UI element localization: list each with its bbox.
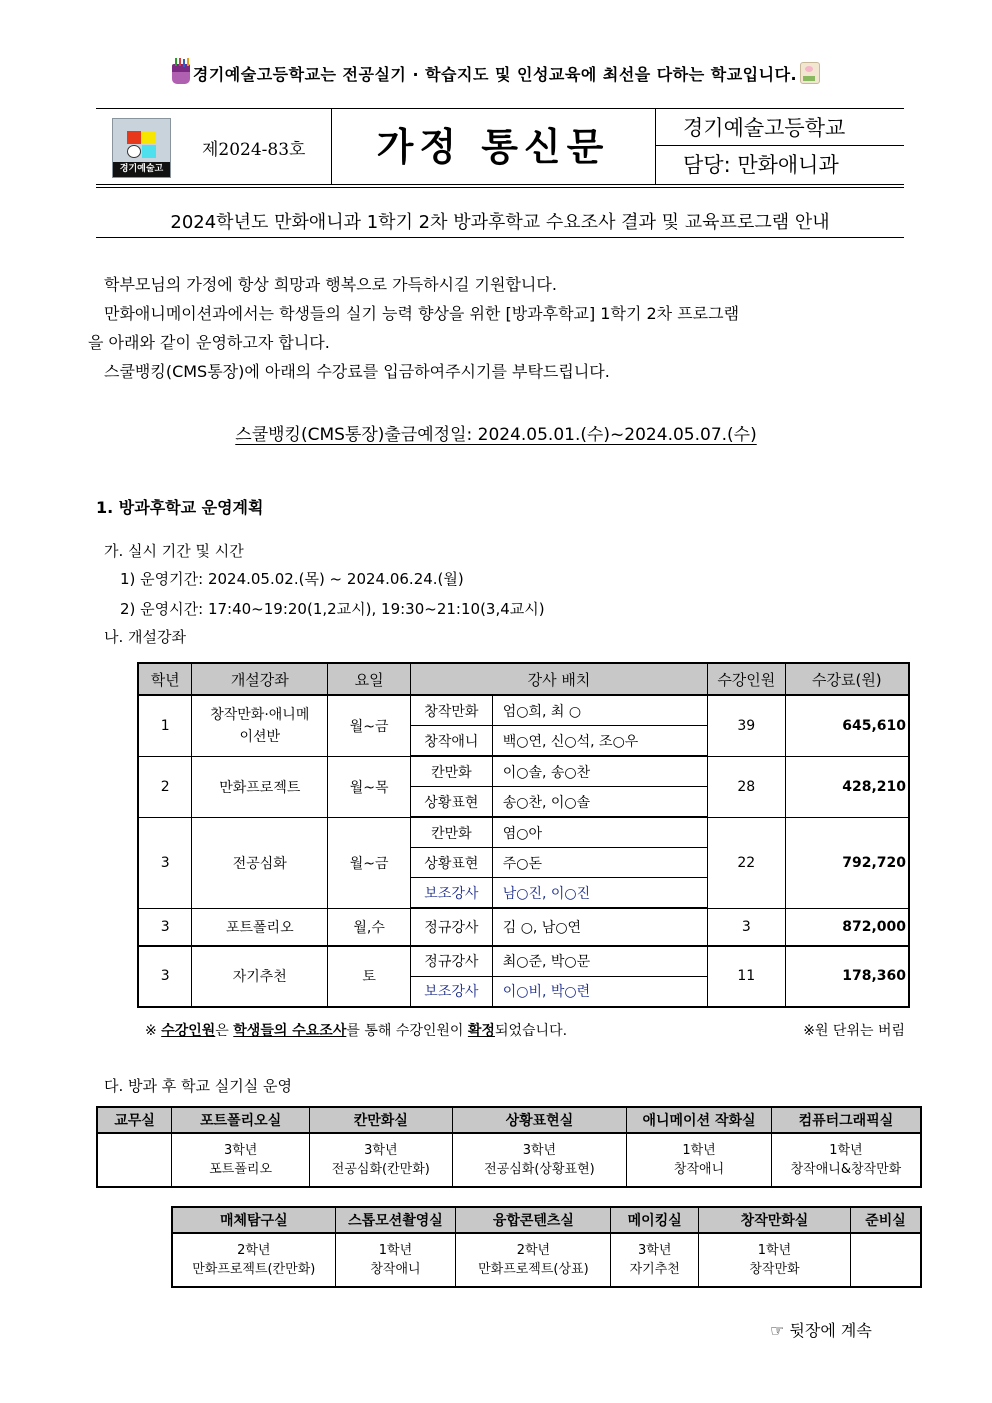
- table-row: [138, 946, 909, 977]
- instructor-names: 주○돈: [492, 848, 707, 878]
- instructor-names: 이○솔, 송○찬: [492, 756, 707, 787]
- enrollment-note: ※ 수강인원은 학생들의 수요조사를 통해 수강인원이 확정되었습니다. ※원 단위는 버림: [145, 1020, 905, 1040]
- instructor-names: 염○아: [492, 817, 707, 848]
- instructor-role: 상황표현: [410, 787, 492, 818]
- room-cell: [850, 1233, 921, 1287]
- course-cell: 창작만화·애니메이션반: [192, 695, 328, 756]
- document-title: 가정 통신문: [331, 109, 656, 184]
- intro-line: 스쿨뱅킹(CMS통장)에 아래의 수강료를 입금하여주시기를 부탁드립니다.: [104, 362, 610, 381]
- subsection-title: 나. 개설강좌: [104, 628, 186, 646]
- days-cell: 토: [328, 946, 411, 1007]
- column-header: 개설강좌: [192, 663, 328, 695]
- instructor-names: 송○찬, 이○솔: [492, 787, 707, 818]
- column-header: 학년: [138, 663, 192, 695]
- room-header: 애니메이션 작화실: [627, 1107, 772, 1133]
- column-header: 강사 배치: [410, 663, 707, 695]
- room-table-1: [96, 1106, 922, 1188]
- fee-cell: 872,000: [785, 908, 909, 946]
- room-cell: 3학년 전공심화(상황표현): [452, 1133, 627, 1187]
- intro-paragraph: [88, 270, 900, 386]
- table-row: [138, 695, 909, 726]
- grade-cell: 3: [138, 946, 192, 1007]
- students-cell: 11: [707, 946, 785, 1007]
- intro-line: 만화애니메이션과에서는 학생들의 실기 능력 향상을 위한 [방과후학교] 1학기 2차 프로그램: [104, 304, 740, 323]
- instructor-role: 칸만화: [410, 817, 492, 848]
- assistant-role: 보조강사: [410, 976, 492, 1007]
- instructor-role: 칸만화: [410, 756, 492, 787]
- room-cell: 1학년 창작애니: [627, 1133, 772, 1187]
- instructor-names: 최○준, 박○문: [492, 946, 707, 977]
- course-cell: 포트폴리오: [192, 908, 328, 946]
- table-row: [138, 756, 909, 787]
- table-row: [97, 1133, 921, 1187]
- grade-cell: 3: [138, 908, 192, 946]
- assistant-names: 남○진, 이○진: [492, 878, 707, 909]
- room-cell: 1학년 창작만화: [698, 1233, 850, 1287]
- instructor-role: 정규강사: [410, 908, 492, 946]
- grade-cell: 2: [138, 756, 192, 817]
- header-divider: [96, 187, 904, 188]
- column-header: 수강인원: [707, 663, 785, 695]
- slogan-text: 경기예술고등학교는 전공실기 · 학습지도 및 인성교육에 최선을 다하는 학교입니다.: [192, 65, 798, 84]
- table-header-row: [172, 1207, 921, 1233]
- column-header: 수강료(원): [785, 663, 909, 695]
- column-header: 요일: [328, 663, 411, 695]
- instructor-names: 엄○희, 최 ○: [492, 695, 707, 726]
- newsletter-header: [96, 108, 904, 185]
- students-cell: 22: [707, 817, 785, 908]
- room-cell: 3학년 포트폴리오: [172, 1133, 310, 1187]
- department: 담당: 만화애니과: [683, 153, 839, 177]
- room-cell: 3학년 전공심화(칸만화): [309, 1133, 452, 1187]
- section-title: 1. 방과후학교 운영계획: [96, 498, 264, 517]
- fee-cell: 178,360: [785, 946, 909, 1007]
- fee-cell: 792,720: [785, 817, 909, 908]
- operation-period: 1) 운영기간: 2024.05.02.(목) ~ 2024.06.24.(월): [120, 570, 464, 588]
- table-row: [138, 817, 909, 848]
- instructor-role: 창작애니: [410, 726, 492, 757]
- operation-time: 2) 운영시간: 17:40~19:20(1,2교시), 19:30~21:10(3,4교시): [120, 600, 545, 618]
- fee-cell: 428,210: [785, 756, 909, 817]
- instructor-names: 백○연, 신○석, 조○우: [492, 726, 707, 757]
- days-cell: 월,수: [328, 908, 411, 946]
- room-cell: 1학년 창작애니&창작만화: [771, 1133, 921, 1187]
- document-number: 제2024-83호: [202, 140, 306, 160]
- room-header: 스톱모션촬영실: [335, 1207, 456, 1233]
- room-header: 융합콘텐츠실: [456, 1207, 611, 1233]
- banking-date-text: 스쿨뱅킹(CMS통장)출금예정일: 2024.05.01.(수)~2024.05.07.(수): [235, 425, 757, 445]
- room-cell: 3학년 자기추천: [611, 1233, 699, 1287]
- students-cell: 3: [707, 908, 785, 946]
- room-header: 준비실: [850, 1207, 921, 1233]
- course-table: [137, 662, 910, 1008]
- school-slogan: [0, 62, 992, 85]
- room-table-2: [171, 1206, 922, 1288]
- course-cell: 전공심화: [192, 817, 328, 908]
- room-header: 컴퓨터그래픽실: [771, 1107, 921, 1133]
- school-logo: [112, 118, 171, 178]
- days-cell: 월~금: [328, 817, 411, 908]
- pencil-cup-icon: [172, 64, 190, 84]
- grade-cell: 1: [138, 695, 192, 756]
- room-cell: 2학년 만화프로젝트(칸만화): [172, 1233, 335, 1287]
- table-header-row: [138, 663, 909, 695]
- course-cell: 만화프로젝트: [192, 756, 328, 817]
- instructor-role: 창작만화: [410, 695, 492, 726]
- banking-date: [0, 420, 992, 445]
- rounding-note: ※원 단위는 버림: [803, 1023, 905, 1039]
- room-header: 상황표현실: [452, 1107, 627, 1133]
- logo-text: 경기예술고: [113, 162, 170, 177]
- instructor-role: 상황표현: [410, 848, 492, 878]
- intro-line: 학부모님의 가정에 항상 희망과 행복으로 가득하시길 기원합니다.: [104, 275, 557, 294]
- room-header: 칸만화실: [309, 1107, 452, 1133]
- subsection-title: 가. 실시 기간 및 시간: [104, 542, 244, 560]
- subject-title: 2024학년도 만화애니과 1학기 2차 방과후학교 수요조사 결과 및 교육프로그램 안내: [96, 209, 904, 238]
- assistant-names: 이○비, 박○련: [492, 976, 707, 1007]
- continue-note: ☞ 뒷장에 계속: [770, 1321, 872, 1340]
- assistant-role: 보조강사: [410, 878, 492, 909]
- room-cell: [97, 1133, 172, 1187]
- days-cell: 월~금: [328, 695, 411, 756]
- room-header: 메이킹실: [611, 1207, 699, 1233]
- table-header-row: [97, 1107, 921, 1133]
- students-cell: 39: [707, 695, 785, 756]
- school-name: 경기예술고등학교: [655, 109, 904, 146]
- logo-cell: [96, 109, 332, 184]
- course-cell: 자기추천: [192, 946, 328, 1007]
- room-header: 매체탐구실: [172, 1207, 335, 1233]
- room-header: 교무실: [97, 1107, 172, 1133]
- days-cell: 월~목: [328, 756, 411, 817]
- room-header: 창작만화실: [698, 1207, 850, 1233]
- instructor-names: 김 ○, 남○연: [492, 908, 707, 946]
- grade-cell: 3: [138, 817, 192, 908]
- decoration-icon: [800, 62, 820, 84]
- room-cell: 1학년 창작애니: [335, 1233, 456, 1287]
- fee-cell: 645,610: [785, 695, 909, 756]
- room-cell: 2학년 만화프로젝트(상표): [456, 1233, 611, 1287]
- students-cell: 28: [707, 756, 785, 817]
- subsection-title: 다. 방과 후 학교 실기실 운영: [104, 1077, 292, 1095]
- table-row: [172, 1233, 921, 1287]
- room-header: 포트폴리오실: [172, 1107, 310, 1133]
- table-row: [138, 908, 909, 946]
- instructor-role: 정규강사: [410, 946, 492, 977]
- intro-line: 을 아래와 같이 운영하고자 합니다.: [88, 333, 330, 352]
